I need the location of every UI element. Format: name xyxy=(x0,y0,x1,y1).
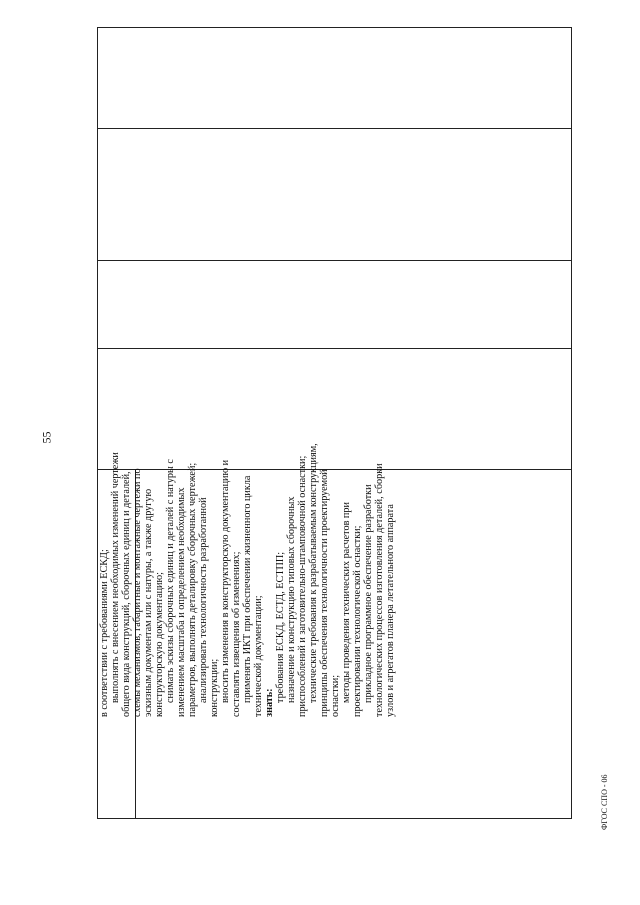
table-row-divider xyxy=(98,128,571,129)
text-line-4: вносить изменения в конструкторскую документацию и составлять извещения об изменениях; xyxy=(220,459,242,717)
table-row-divider xyxy=(98,260,571,261)
text-line-9: технические требования к разрабатываемым конструкциям, принципы обеспечения технологичности проектируемой оснастки; xyxy=(308,443,341,717)
text-line-2: снимать эскизы сборочных единиц и деталей с натуры с изменением масштаба и определением необходимых параметров, выполнять деталировку сборочных чертежей; xyxy=(165,459,198,717)
text-line-6: знать: xyxy=(264,688,275,717)
page-number: 55 xyxy=(39,431,54,444)
footer-code: ФГОС СПО - 06 xyxy=(600,774,609,830)
text-line-3: анализировать технологичность разработанной конструкции; xyxy=(198,497,220,717)
table-cell-text xyxy=(97,440,563,720)
text-line-10: методы проведения технических расчетов при проектировании технологической оснастки; xyxy=(341,502,363,717)
text-line-0: в соответствии с требованиями ЕСКД; xyxy=(99,549,110,717)
text-line-7: требования ЕСКД, ЕСТД, ЕСТПП; xyxy=(275,551,286,703)
text-line-5: применять ИКТ при обеспечении жизненного цикла технической документации; xyxy=(242,475,264,717)
text-line-8: назначение и конструкцию типовых сборочных приспособлений и заготовительно-штамповочной оснастки; xyxy=(286,455,308,717)
table-row-divider xyxy=(98,348,571,349)
text-line-11: прикладное программное обеспечение разработки технологических процессов изготовления деталей, сборки узлов и агрегатов планера летательного аппарата xyxy=(363,463,396,717)
text-line-1: выполнять с внесением необходимых изменений чертежи общего вида конструкций, сборочных единиц и деталей, схемы механизмов, габаритные и монтажные чертежи по эскизным документам или с натуры, а также другую конструкторскую документацию; xyxy=(110,452,165,717)
